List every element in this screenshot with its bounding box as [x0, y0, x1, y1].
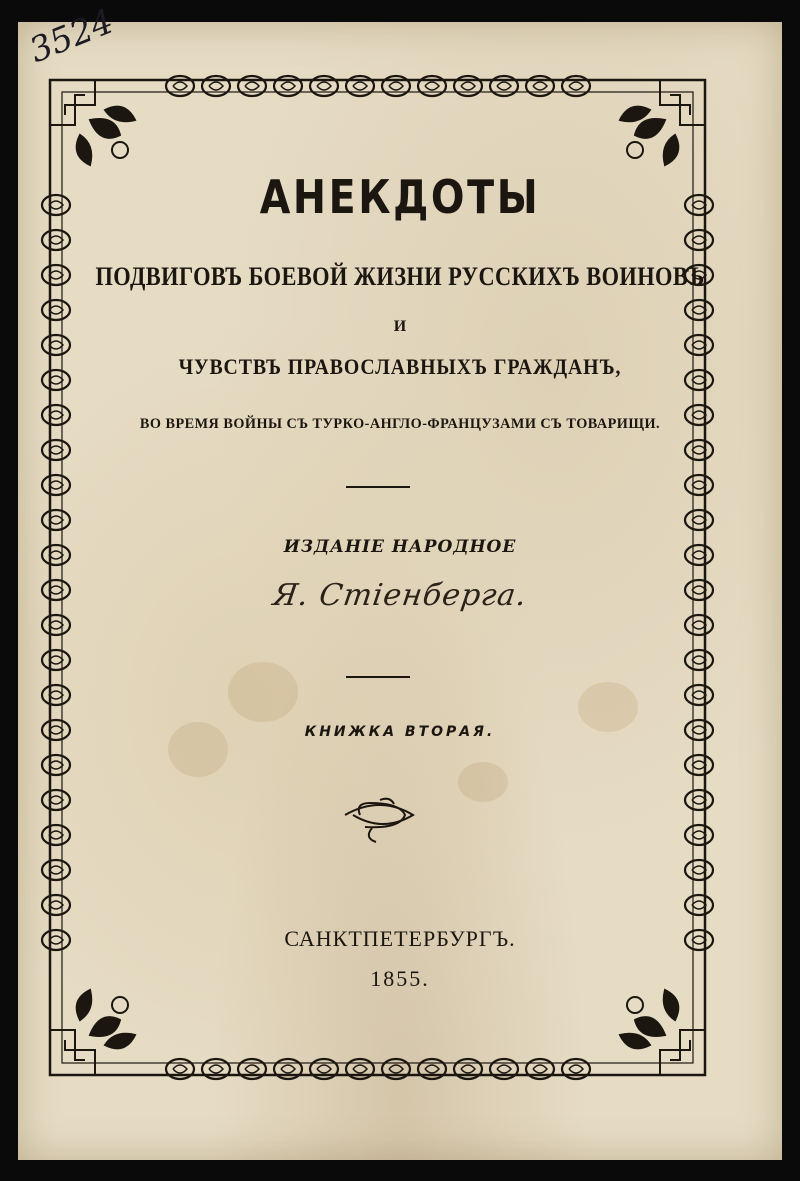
border-ring-swirl — [533, 1065, 547, 1073]
border-ring — [42, 615, 70, 635]
border-ring-swirl — [317, 82, 331, 90]
book-number: КНИЖКА ВТОРАЯ. — [304, 724, 496, 740]
border-ring-column — [42, 195, 70, 950]
border-ring-swirl — [569, 1065, 583, 1073]
border-ring-swirl — [461, 82, 475, 90]
border-ring — [685, 825, 713, 845]
border-ring — [42, 790, 70, 810]
border-ring — [685, 510, 713, 530]
border-ring-swirl — [569, 82, 583, 90]
border-ring-swirl — [245, 82, 259, 90]
border-ring-swirl — [173, 82, 187, 90]
subtitle-line-2: ЧУВСТВЪ ПРАВОСЛАВНЫХЪ ГРАЖДАНЪ, — [178, 354, 622, 379]
border-ring — [42, 685, 70, 705]
divider-rule — [346, 676, 410, 678]
border-ring — [685, 335, 713, 355]
border-ring — [42, 475, 70, 495]
border-ring-swirl — [281, 82, 295, 90]
border-ring-swirl — [245, 1065, 259, 1073]
border-ring — [42, 860, 70, 880]
border-ring — [42, 895, 70, 915]
border-ring-swirl — [497, 1065, 511, 1073]
vignette-flourish-icon — [345, 799, 413, 842]
border-ring — [685, 860, 713, 880]
border-ring — [685, 475, 713, 495]
border-ring — [685, 300, 713, 320]
subtitle-line-3: ВО ВРЕМЯ ВОЙНЫ СЪ ТУРКО-АНГЛО-ФРАНЦУЗАМИ СЪ ТОВАРИЩИ. — [139, 416, 661, 432]
border-ring — [685, 230, 713, 250]
book-title: АНЕКДОТЫ — [259, 170, 541, 224]
publisher-signature: Я. Стіенберга. — [270, 578, 530, 613]
border-ring — [685, 790, 713, 810]
border-ring — [42, 510, 70, 530]
border-ring — [42, 650, 70, 670]
border-ring-swirl — [173, 1065, 187, 1073]
border-ring-swirl — [425, 82, 439, 90]
imprint-year: 1855. — [370, 966, 430, 991]
border-ring-column — [685, 195, 713, 950]
border-ring-swirl — [317, 1065, 331, 1073]
divider-rule — [346, 486, 410, 488]
border-ring-swirl — [209, 1065, 223, 1073]
edition-label: ИЗДАНІЕ НАРОДНОЕ — [283, 537, 517, 557]
border-ring-swirl — [353, 1065, 367, 1073]
border-ring-swirl — [533, 82, 547, 90]
border-ring — [685, 895, 713, 915]
border-ring-swirl — [353, 82, 367, 90]
border-ring-swirl — [389, 1065, 403, 1073]
border-ring-swirl — [389, 82, 403, 90]
border-ring — [685, 755, 713, 775]
subtitle-conjunction: И — [393, 318, 407, 335]
border-ring — [42, 230, 70, 250]
border-ring — [685, 440, 713, 460]
border-ring — [42, 440, 70, 460]
border-ring — [685, 685, 713, 705]
border-ring-swirl — [497, 82, 511, 90]
border-ring — [42, 825, 70, 845]
handwritten-shelfmark: 3524 — [24, 1, 120, 72]
border-ring-swirl — [425, 1065, 439, 1073]
border-ring — [685, 650, 713, 670]
border-ring-swirl — [281, 1065, 295, 1073]
border-ring — [685, 615, 713, 635]
border-ring — [42, 755, 70, 775]
imprint-city: САНКТПЕТЕРБУРГЪ. — [284, 926, 516, 951]
border-ring — [42, 300, 70, 320]
subtitle-line-1: ПОДВИГОВЪ БОЕВОЙ ЖИЗНИ РУССКИХЪ ВОИНОВЪ — [95, 262, 705, 291]
border-ring — [42, 335, 70, 355]
border-ring-swirl — [209, 82, 223, 90]
border-ring-swirl — [461, 1065, 475, 1073]
